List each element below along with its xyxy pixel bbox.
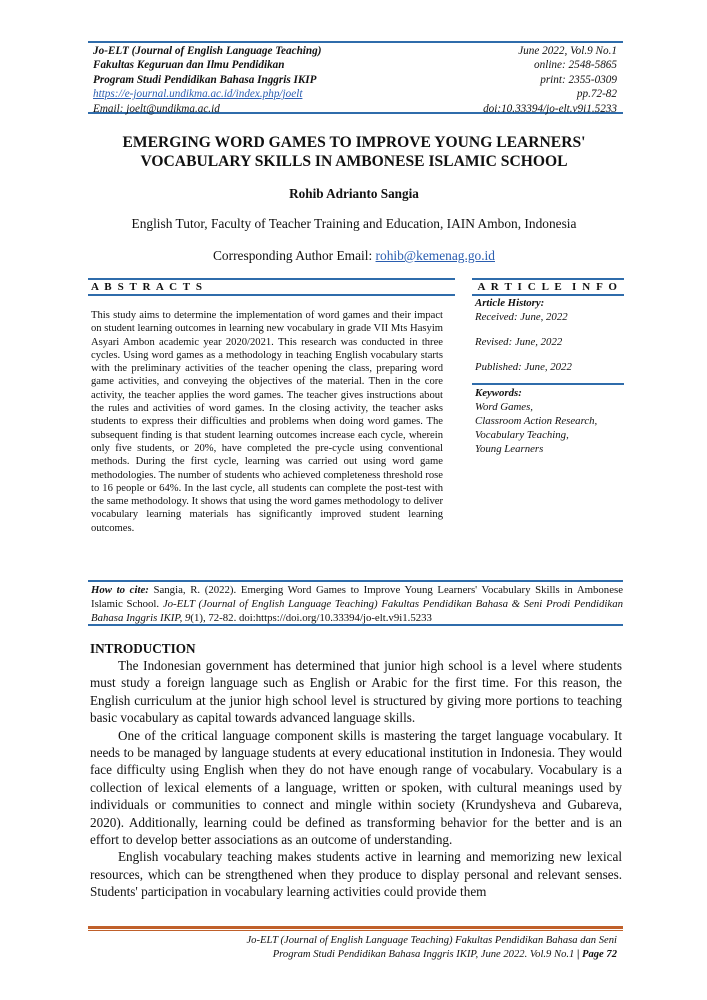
footer-line-2: Program Studi Pendidikan Bahasa Inggris IKIP, June 2022. Vol.9 No.1: [272, 949, 575, 960]
revised-date: Revised: June, 2022: [475, 336, 563, 348]
page-footer: Jo-ELT (Journal of English Language Teaching) Fakultas Pendidikan Bahasa dan Seni Program Studi Pendidikan Bahasa Inggris IKIP, June 2022. Vol.9 No.1 | Page 72: [177, 934, 617, 962]
abstract-head-rule: [88, 294, 455, 296]
page-range: pp.72-82: [576, 88, 617, 101]
author-affiliation: English Tutor, Faculty of Teacher Training and Education, IAIN Ambon, Indonesia: [131, 216, 577, 231]
keyword-item: Classroom Action Research,: [475, 415, 598, 427]
keywords-rule: [472, 383, 624, 385]
received-date: Received: June, 2022: [475, 311, 568, 323]
cite-label: How to cite:: [91, 584, 149, 596]
cite-text: Sangia, R. (2022). Emerging Word Games to Improve Young Learners' Vocabulary Skills in Ambonese Islamic School.: [91, 584, 623, 611]
abstract-heading: A B S T R A C T S: [91, 281, 204, 293]
footer-rule-thin: [88, 930, 623, 931]
article-info-heading: A R T I C L E I N F O: [477, 281, 619, 293]
introduction-body: [90, 657, 622, 901]
keyword-item: Vocabulary Teaching,: [475, 429, 569, 441]
cite-tail: (1), 72-82. doi:https://doi.org/10.33394/jo-elt.v9i1.5233: [190, 612, 432, 625]
published-date: Published: June, 2022: [475, 361, 572, 373]
program-name: Program Studi Pendidikan Bahasa Inggris IKIP: [93, 73, 317, 86]
corresponding-label: Corresponding Author Email:: [213, 248, 373, 263]
paragraph: English vocabulary teaching makes students active in learning and memorizing new lexical resources, which can be strengthened when they produce to display personal and relevant senses. Students' participation in vocabulary learning activities could provide them: [90, 849, 622, 900]
paragraph: One of the critical language component skills is mastering the target language vocabulary. It needs to be managed by language students at every educational institution in Indonesia. They would face difficulty using English when they do not have enough range of vocabulary. Vocabulary is a collection of lexical elements of a language, written or spoken, with cultural meanings used by individuals or communities to connect and mingle within society (Krundysheva and Gubareva, 2020). Additionally, learning could be defined as transforming behavior for the better and is an effort to develop better associations as an outcome of understanding.: [90, 727, 622, 848]
journal-header-right: [483, 44, 617, 116]
abstract-top-rule: [88, 278, 455, 280]
citation-bottom-rule: [88, 624, 623, 626]
footer-line-1: Jo-ELT (Journal of English Language Teaching) Fakultas Pendidikan Bahasa dan Seni: [246, 935, 617, 946]
journal-url-link[interactable]: https://e-journal.undikma.ac.id/index.php/joelt: [93, 88, 303, 101]
abstract-text: This study aims to determine the implementation of word games and their impact on student learning outcomes in learning new vocabulary in grade VII Mts Hasyim Asyari Ambon academic year 2020/2021. This research was conducted in three cycles. Using word games as a methodology in teaching English vocabulary starts with the preliminary activities of the teacher opening the class, preparing word game activities, and conveying the objectives of the material. Then in the core activity, the teacher applies the word games. The teacher gives instructions about the rules and activities of word games. In the closing activity, the teacher asks students to express their difficulties and problems when doing word games. The subsequent finding is that student learning outcomes increase each cycle, wherein only five students, or 20%, have completed the pre-cycle using conventional methods. During the first cycle, learning was carried out using word game methodologies. The number of students who achieved completeness threshold rose to 16 people or 64%. In the last cycle, all students can complete the post-test with the same methodology. It shows that using the word games methodology to deliver vocabulary learning materials has significantly improved student learning outcomes.: [91, 310, 443, 534]
keyword-item: Young Learners: [475, 443, 544, 455]
doi: doi:10.33394/jo-elt.v9i1.5233: [483, 102, 617, 115]
journal-header-left: [93, 44, 321, 116]
page-number: Page 72: [581, 949, 617, 960]
keyword-item: Word Games,: [475, 401, 533, 413]
journal-email: Email: joelt@undikma.ac.id: [93, 102, 220, 115]
faculty-name: Fakultas Keguruan dan Ilmu Pendidikan: [93, 59, 285, 72]
header-top-rule: [88, 41, 623, 43]
print-issn: print: 2355-0309: [540, 73, 617, 86]
article-history: [475, 296, 625, 374]
how-to-cite: [91, 583, 623, 626]
online-issn: online: 2548-5865: [534, 59, 617, 72]
corresponding-author: [80, 248, 628, 264]
footer-rule-thick: [88, 926, 623, 929]
corresponding-email-link[interactable]: rohib@kemenag.go.id: [375, 248, 495, 263]
keywords-block: [475, 386, 625, 456]
paragraph: The Indonesian government has determined that junior high school is a level where students must study a foreign language such as English or Arabic for the first time. For this reason, the English curriculum at the junior high school level is structured by giving more portions to teaching basic vocabulary as capital towards advanced language skills.: [90, 658, 622, 726]
introduction-heading: INTRODUCTION: [90, 641, 196, 656]
info-top-rule: [472, 278, 624, 280]
author-name: Rohib Adrianto Sangia: [289, 186, 419, 201]
paper-title-line-1: EMERGING WORD GAMES TO IMPROVE YOUNG LEARNERS': [122, 134, 586, 151]
paper-title: [80, 133, 628, 171]
paper-title-line-2: VOCABULARY SKILLS IN AMBONESE ISLAMIC SCHOOL: [140, 153, 568, 170]
journal-name: Jo-ELT (Journal of English Language Teaching): [93, 45, 322, 57]
issue-info: June 2022, Vol.9 No.1: [518, 45, 617, 57]
keywords-label: Keywords:: [475, 387, 522, 399]
citation-top-rule: [88, 580, 623, 582]
cite-journal: Jo-ELT (Journal of English Language Teaching) Fakultas Pendidikan Bahasa & Seni Prodi Pendidikan Bahasa Inggris IKIP, 9: [91, 598, 623, 625]
history-label: Article History:: [475, 297, 545, 309]
